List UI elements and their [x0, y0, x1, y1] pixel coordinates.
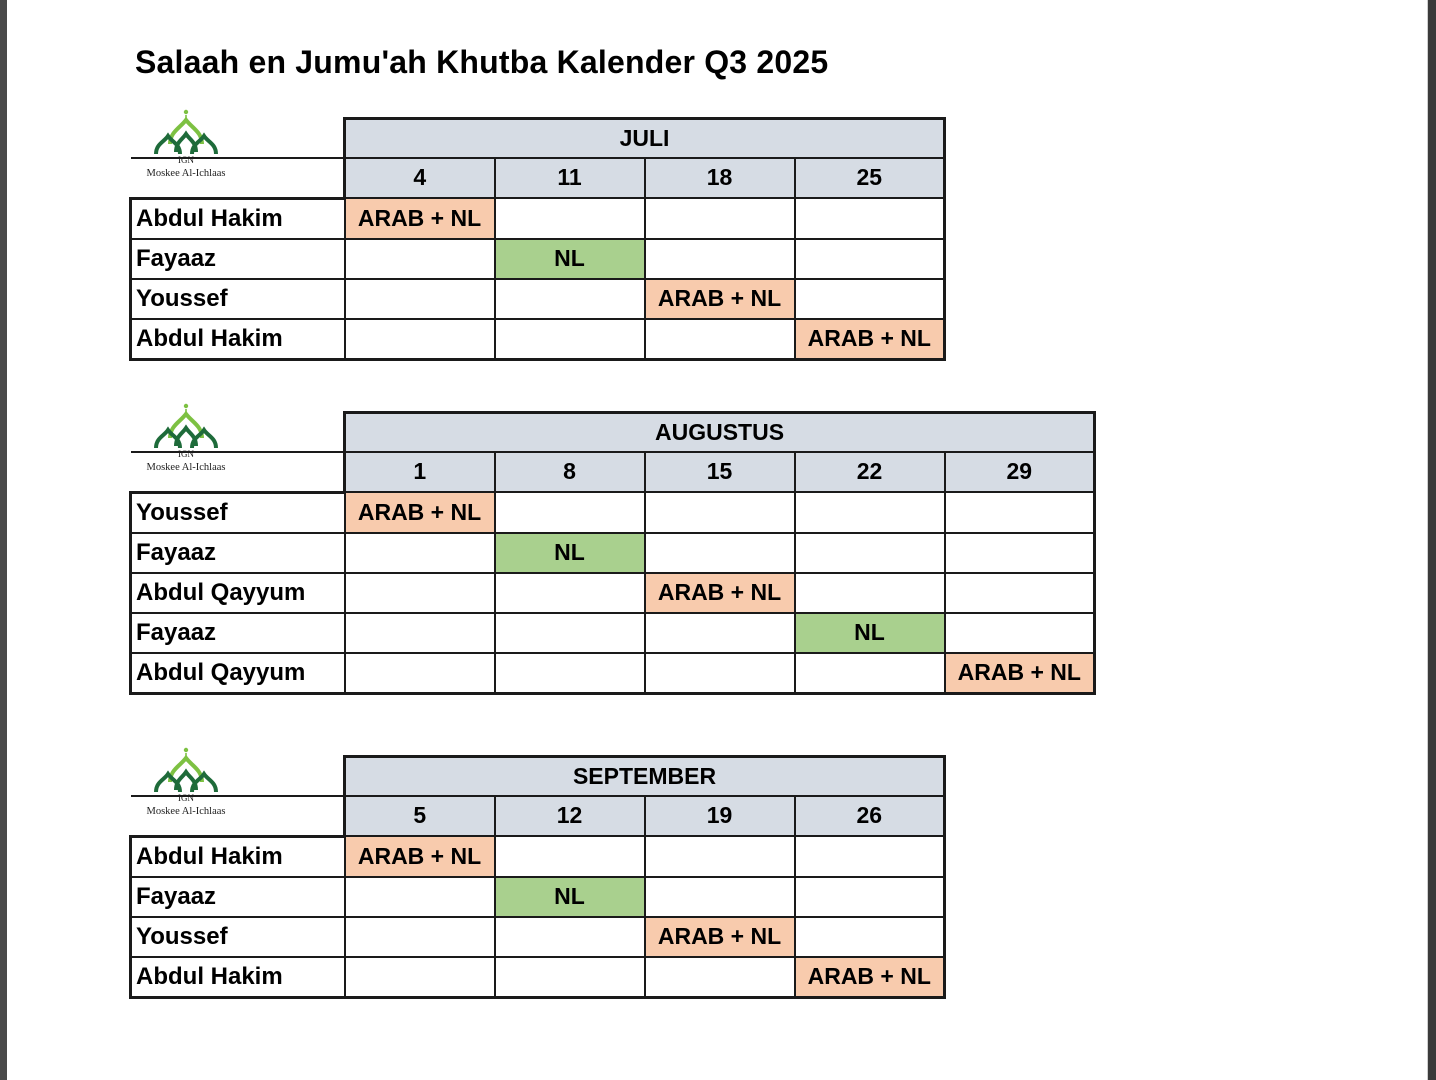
blank-corner	[131, 452, 345, 493]
khatib-name: Abdul Hakim	[131, 836, 345, 877]
blank-corner	[131, 119, 345, 158]
empty-cell	[795, 653, 945, 694]
blank-corner	[131, 757, 345, 796]
table-row	[131, 917, 945, 957]
khutba-language-cell: NL	[495, 239, 645, 279]
empty-cell	[795, 533, 945, 573]
empty-cell	[495, 957, 645, 998]
empty-cell	[495, 573, 645, 613]
empty-cell	[645, 198, 795, 239]
table-row	[131, 319, 945, 360]
khutba-language-cell: ARAB + NL	[795, 957, 945, 998]
empty-cell	[345, 573, 495, 613]
table-row	[131, 239, 945, 279]
empty-cell	[495, 279, 645, 319]
khutba-language-cell: ARAB + NL	[645, 279, 795, 319]
khatib-name: Fayaaz	[131, 613, 345, 653]
empty-cell	[795, 917, 945, 957]
day-header: 26	[795, 796, 945, 837]
khatib-name: Abdul Hakim	[131, 957, 345, 998]
empty-cell	[345, 917, 495, 957]
calendar-table-juli	[129, 117, 946, 361]
logo-name-text: Moskee Al-Ichlaas	[146, 462, 226, 473]
khutba-language-cell: ARAB + NL	[345, 492, 495, 533]
empty-cell	[345, 239, 495, 279]
empty-cell	[345, 957, 495, 998]
table-row	[131, 533, 1095, 573]
khatib-name: Abdul Hakim	[131, 319, 345, 360]
empty-cell	[645, 613, 795, 653]
khutba-language-cell: ARAB + NL	[795, 319, 945, 360]
empty-cell	[645, 319, 795, 360]
empty-cell	[645, 533, 795, 573]
day-header: 1	[345, 452, 495, 493]
empty-cell	[645, 957, 795, 998]
blank-corner	[131, 413, 345, 452]
khatib-name: Fayaaz	[131, 877, 345, 917]
empty-cell	[495, 613, 645, 653]
khutba-language-cell: ARAB + NL	[945, 653, 1095, 694]
day-header: 4	[345, 158, 495, 199]
empty-cell	[795, 198, 945, 239]
day-header: 8	[495, 452, 645, 493]
empty-cell	[495, 917, 645, 957]
empty-cell	[645, 653, 795, 694]
empty-cell	[795, 492, 945, 533]
empty-cell	[645, 239, 795, 279]
blank-corner	[131, 796, 345, 837]
khatib-name: Youssef	[131, 279, 345, 319]
empty-cell	[495, 198, 645, 239]
empty-cell	[945, 533, 1095, 573]
empty-cell	[495, 319, 645, 360]
khutba-language-cell: ARAB + NL	[345, 836, 495, 877]
khutba-language-cell: ARAB + NL	[645, 573, 795, 613]
empty-cell	[495, 492, 645, 533]
day-header: 15	[645, 452, 795, 493]
table-row	[131, 836, 945, 877]
table-row	[131, 877, 945, 917]
day-header: 12	[495, 796, 645, 837]
table-row	[131, 613, 1095, 653]
logo-ign-text: IGN	[178, 155, 194, 165]
month-header: JULI	[345, 119, 945, 158]
window-edge-left	[0, 0, 7, 1080]
table-row	[131, 492, 1095, 533]
page-title: Salaah en Jumu'ah Khutba Kalender Q3 2025	[135, 44, 829, 80]
day-header: 11	[495, 158, 645, 199]
empty-cell	[495, 653, 645, 694]
empty-cell	[345, 533, 495, 573]
page-edge-line	[1427, 0, 1428, 1080]
khatib-name: Fayaaz	[131, 239, 345, 279]
day-header: 18	[645, 158, 795, 199]
empty-cell	[645, 492, 795, 533]
khatib-name: Abdul Qayyum	[131, 573, 345, 613]
blank-corner	[131, 158, 345, 199]
empty-cell	[345, 279, 495, 319]
khutba-language-cell: NL	[795, 613, 945, 653]
table-row	[131, 653, 1095, 694]
empty-cell	[795, 877, 945, 917]
table-row	[131, 198, 945, 239]
khatib-name: Youssef	[131, 917, 345, 957]
calendar-table-augustus	[129, 411, 1096, 695]
empty-cell	[645, 877, 795, 917]
table-row	[131, 957, 945, 998]
day-header: 25	[795, 158, 945, 199]
khutba-language-cell: ARAB + NL	[645, 917, 795, 957]
empty-cell	[795, 239, 945, 279]
empty-cell	[345, 613, 495, 653]
day-header: 22	[795, 452, 945, 493]
logo-ign-text: IGN	[178, 793, 194, 803]
empty-cell	[795, 573, 945, 613]
month-header: AUGUSTUS	[345, 413, 1095, 452]
logo-ign-text: IGN	[178, 449, 194, 459]
window-edge-right	[1428, 0, 1436, 1080]
logo-name-text: Moskee Al-Ichlaas	[146, 168, 226, 179]
empty-cell	[495, 836, 645, 877]
empty-cell	[345, 653, 495, 694]
empty-cell	[795, 279, 945, 319]
day-header: 29	[945, 452, 1095, 493]
khutba-language-cell: NL	[495, 533, 645, 573]
empty-cell	[945, 613, 1095, 653]
empty-cell	[795, 836, 945, 877]
table-row	[131, 573, 1095, 613]
khutba-language-cell: ARAB + NL	[345, 198, 495, 239]
calendar-table-september	[129, 755, 946, 999]
month-header: SEPTEMBER	[345, 757, 945, 796]
empty-cell	[345, 877, 495, 917]
day-header: 19	[645, 796, 795, 837]
khatib-name: Youssef	[131, 492, 345, 533]
empty-cell	[645, 836, 795, 877]
empty-cell	[945, 492, 1095, 533]
empty-cell	[345, 319, 495, 360]
khatib-name: Abdul Hakim	[131, 198, 345, 239]
day-header: 5	[345, 796, 495, 837]
table-row	[131, 279, 945, 319]
khatib-name: Abdul Qayyum	[131, 653, 345, 694]
khutba-language-cell: NL	[495, 877, 645, 917]
empty-cell	[945, 573, 1095, 613]
logo-name-text: Moskee Al-Ichlaas	[146, 806, 226, 817]
khatib-name: Fayaaz	[131, 533, 345, 573]
